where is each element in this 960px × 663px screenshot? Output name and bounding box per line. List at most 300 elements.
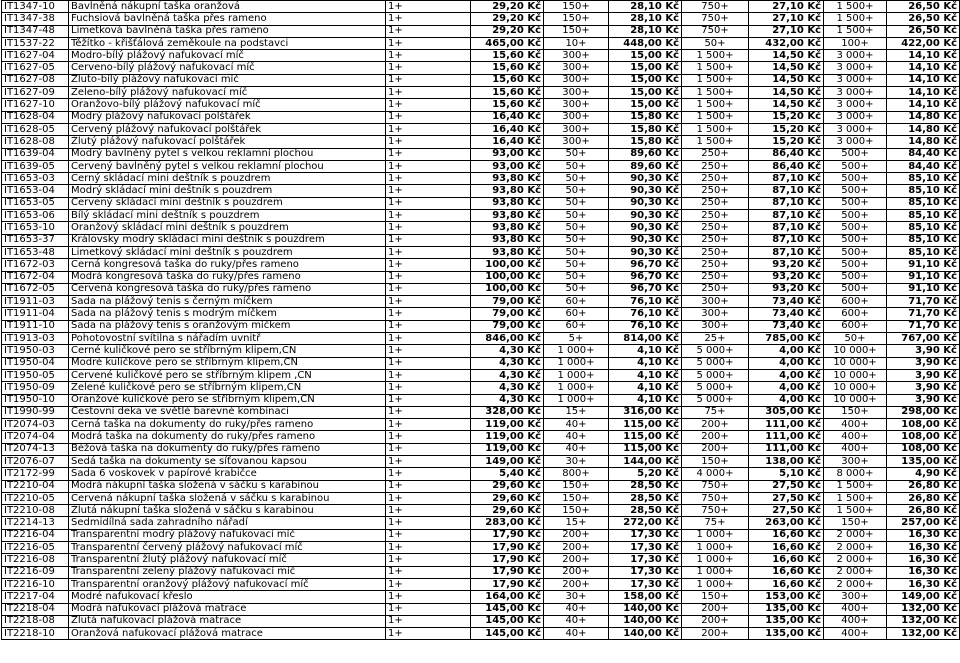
price-tier1-cell: 145,00 Kč xyxy=(471,603,544,615)
price-tier4-cell: 85,10 Kč xyxy=(887,185,960,197)
price-tier4-cell: 26,50 Kč xyxy=(887,25,960,37)
min-qty-tier3-cell: 250+ xyxy=(682,173,749,185)
price-tier3-cell: 4,00 Kč xyxy=(749,345,824,357)
price-tier2-cell: 4,10 Kč xyxy=(609,345,682,357)
price-tier2-cell: 90,30 Kč xyxy=(609,185,682,197)
min-qty-tier4-cell: 150+ xyxy=(824,517,887,529)
min-qty-tier2-cell: 5+ xyxy=(544,333,609,345)
min-qty-tier1-cell: 1+ xyxy=(386,529,471,541)
table-row xyxy=(2,603,960,615)
min-qty-tier2-cell: 40+ xyxy=(544,419,609,431)
product-name-cell: Modré nafukovací křeslo xyxy=(69,591,386,603)
product-code-cell: IT2210-08 xyxy=(2,505,69,517)
table-row xyxy=(2,615,960,627)
product-code-cell: IT1628-08 xyxy=(2,136,69,148)
product-code-cell: IT1911-03 xyxy=(2,296,69,308)
product-name-cell: Červený skládací mini deštník s pouzdrem xyxy=(69,197,386,209)
min-qty-tier3-cell: 1 500+ xyxy=(682,50,749,62)
min-qty-tier4-cell: 1 500+ xyxy=(824,505,887,517)
min-qty-tier1-cell: 1+ xyxy=(386,554,471,566)
price-tier4-cell: 16,30 Kč xyxy=(887,578,960,590)
min-qty-tier3-cell: 1 500+ xyxy=(682,111,749,123)
min-qty-tier4-cell: 3 000+ xyxy=(824,74,887,86)
price-tier4-cell: 85,10 Kč xyxy=(887,222,960,234)
min-qty-tier2-cell: 40+ xyxy=(544,628,609,640)
min-qty-tier1-cell: 1+ xyxy=(386,99,471,111)
price-tier1-cell: 4,30 Kč xyxy=(471,345,544,357)
min-qty-tier2-cell: 300+ xyxy=(544,123,609,135)
price-tier2-cell: 814,00 Kč xyxy=(609,333,682,345)
price-tier1-cell: 100,00 Kč xyxy=(471,259,544,271)
min-qty-tier3-cell: 4 000+ xyxy=(682,468,749,480)
price-tier1-cell: 79,00 Kč xyxy=(471,320,544,332)
product-code-cell: IT2074-04 xyxy=(2,431,69,443)
min-qty-tier1-cell: 1+ xyxy=(386,25,471,37)
min-qty-tier2-cell: 300+ xyxy=(544,50,609,62)
min-qty-tier3-cell: 1 000+ xyxy=(682,566,749,578)
product-name-cell: Sada na plážový tenis s modrým míčkem xyxy=(69,308,386,320)
table-row xyxy=(2,357,960,369)
table-row xyxy=(2,554,960,566)
product-name-cell: Černá kongresová taška do ruky/přes rameno xyxy=(69,259,386,271)
min-qty-tier3-cell: 1 500+ xyxy=(682,74,749,86)
price-tier1-cell: 29,20 Kč xyxy=(471,25,544,37)
product-name-cell: Limetkový skládací mini deštník s pouzdrem xyxy=(69,246,386,258)
price-tier2-cell: 4,10 Kč xyxy=(609,394,682,406)
product-code-cell: IT2217-04 xyxy=(2,591,69,603)
min-qty-tier1-cell: 1+ xyxy=(386,123,471,135)
price-tier4-cell: 132,00 Kč xyxy=(887,603,960,615)
min-qty-tier4-cell: 50+ xyxy=(824,333,887,345)
min-qty-tier3-cell: 200+ xyxy=(682,431,749,443)
min-qty-tier3-cell: 250+ xyxy=(682,271,749,283)
min-qty-tier2-cell: 300+ xyxy=(544,87,609,99)
min-qty-tier2-cell: 200+ xyxy=(544,554,609,566)
price-tier1-cell: 93,80 Kč xyxy=(471,173,544,185)
price-tier2-cell: 15,00 Kč xyxy=(609,87,682,99)
price-tier2-cell: 90,30 Kč xyxy=(609,246,682,258)
price-tier2-cell: 76,10 Kč xyxy=(609,308,682,320)
price-tier4-cell: 71,70 Kč xyxy=(887,308,960,320)
product-code-cell: IT2076-07 xyxy=(2,455,69,467)
price-tier3-cell: 135,00 Kč xyxy=(749,603,824,615)
min-qty-tier3-cell: 75+ xyxy=(682,406,749,418)
table-row xyxy=(2,234,960,246)
min-qty-tier4-cell: 2 000+ xyxy=(824,566,887,578)
price-tier1-cell: 29,20 Kč xyxy=(471,1,544,13)
product-code-cell: IT2216-09 xyxy=(2,566,69,578)
price-tier2-cell: 28,50 Kč xyxy=(609,505,682,517)
min-qty-tier2-cell: 40+ xyxy=(544,615,609,627)
min-qty-tier1-cell: 1+ xyxy=(386,394,471,406)
table-row xyxy=(2,320,960,332)
min-qty-tier4-cell: 400+ xyxy=(824,443,887,455)
price-tier4-cell: 85,10 Kč xyxy=(887,234,960,246)
min-qty-tier3-cell: 5 000+ xyxy=(682,345,749,357)
price-tier4-cell: 767,00 Kč xyxy=(887,333,960,345)
product-name-cell: Modrá nafukovací plážová matrace xyxy=(69,603,386,615)
price-tier1-cell: 29,20 Kč xyxy=(471,13,544,25)
min-qty-tier1-cell: 1+ xyxy=(386,37,471,49)
min-qty-tier1-cell: 1+ xyxy=(386,173,471,185)
table-row xyxy=(2,1,960,13)
price-tier3-cell: 111,00 Kč xyxy=(749,419,824,431)
min-qty-tier2-cell: 200+ xyxy=(544,542,609,554)
min-qty-tier2-cell: 50+ xyxy=(544,259,609,271)
price-tier3-cell: 14,50 Kč xyxy=(749,99,824,111)
price-tier1-cell: 283,00 Kč xyxy=(471,517,544,529)
product-name-cell: Červeno-bílý plážový nafukovací míč xyxy=(69,62,386,74)
min-qty-tier2-cell: 800+ xyxy=(544,468,609,480)
min-qty-tier4-cell: 10 000+ xyxy=(824,357,887,369)
price-tier3-cell: 87,10 Kč xyxy=(749,210,824,222)
product-code-cell: IT1653-10 xyxy=(2,222,69,234)
min-qty-tier2-cell: 30+ xyxy=(544,455,609,467)
min-qty-tier3-cell: 750+ xyxy=(682,25,749,37)
table-row xyxy=(2,505,960,517)
min-qty-tier1-cell: 1+ xyxy=(386,492,471,504)
min-qty-tier4-cell: 3 000+ xyxy=(824,99,887,111)
min-qty-tier4-cell: 8 000+ xyxy=(824,468,887,480)
product-code-cell: IT1347-10 xyxy=(2,1,69,13)
min-qty-tier4-cell: 300+ xyxy=(824,455,887,467)
table-row xyxy=(2,628,960,640)
product-code-cell: IT1672-05 xyxy=(2,283,69,295)
price-tier2-cell: 316,00 Kč xyxy=(609,406,682,418)
min-qty-tier2-cell: 10+ xyxy=(544,37,609,49)
min-qty-tier2-cell: 300+ xyxy=(544,99,609,111)
price-tier1-cell: 100,00 Kč xyxy=(471,283,544,295)
price-tier3-cell: 305,00 Kč xyxy=(749,406,824,418)
product-name-cell: Modrá kongresová taška do ruky/přes rameno xyxy=(69,271,386,283)
product-name-cell: Transparentní červený plážový nafukovací míč xyxy=(69,542,386,554)
min-qty-tier2-cell: 1 000+ xyxy=(544,369,609,381)
price-tier3-cell: 87,10 Kč xyxy=(749,185,824,197)
min-qty-tier3-cell: 750+ xyxy=(682,505,749,517)
price-tier4-cell: 84,40 Kč xyxy=(887,160,960,172)
min-qty-tier2-cell: 300+ xyxy=(544,136,609,148)
product-code-cell: IT1628-04 xyxy=(2,111,69,123)
min-qty-tier3-cell: 250+ xyxy=(682,210,749,222)
min-qty-tier2-cell: 50+ xyxy=(544,222,609,234)
price-tier2-cell: 90,30 Kč xyxy=(609,234,682,246)
min-qty-tier3-cell: 1 500+ xyxy=(682,99,749,111)
price-tier3-cell: 87,10 Kč xyxy=(749,173,824,185)
price-tier2-cell: 76,10 Kč xyxy=(609,320,682,332)
table-row xyxy=(2,492,960,504)
product-name-cell: Oranžové kuličkové pero se stříbrným klipem,ČN xyxy=(69,394,386,406)
min-qty-tier2-cell: 300+ xyxy=(544,62,609,74)
price-tier3-cell: 93,20 Kč xyxy=(749,271,824,283)
price-tier1-cell: 328,00 Kč xyxy=(471,406,544,418)
product-code-cell: IT2074-03 xyxy=(2,419,69,431)
min-qty-tier3-cell: 750+ xyxy=(682,480,749,492)
table-row xyxy=(2,173,960,185)
price-tier3-cell: 16,60 Kč xyxy=(749,554,824,566)
min-qty-tier4-cell: 600+ xyxy=(824,296,887,308)
price-tier4-cell: 85,10 Kč xyxy=(887,197,960,209)
price-tier1-cell: 4,30 Kč xyxy=(471,394,544,406)
price-tier2-cell: 28,50 Kč xyxy=(609,480,682,492)
min-qty-tier2-cell: 40+ xyxy=(544,443,609,455)
table-row xyxy=(2,517,960,529)
table-row xyxy=(2,345,960,357)
min-qty-tier3-cell: 250+ xyxy=(682,234,749,246)
product-code-cell: IT1672-03 xyxy=(2,259,69,271)
min-qty-tier1-cell: 1+ xyxy=(386,222,471,234)
product-code-cell: IT2216-04 xyxy=(2,529,69,541)
min-qty-tier1-cell: 1+ xyxy=(386,603,471,615)
min-qty-tier1-cell: 1+ xyxy=(386,517,471,529)
price-tier2-cell: 96,70 Kč xyxy=(609,259,682,271)
price-tier2-cell: 448,00 Kč xyxy=(609,37,682,49)
table-row xyxy=(2,62,960,74)
table-row xyxy=(2,123,960,135)
product-code-cell: IT2218-08 xyxy=(2,615,69,627)
min-qty-tier1-cell: 1+ xyxy=(386,345,471,357)
product-code-cell: IT1347-38 xyxy=(2,13,69,25)
min-qty-tier2-cell: 50+ xyxy=(544,283,609,295)
min-qty-tier3-cell: 250+ xyxy=(682,185,749,197)
min-qty-tier3-cell: 250+ xyxy=(682,259,749,271)
price-tier1-cell: 29,60 Kč xyxy=(471,480,544,492)
product-code-cell: IT1911-04 xyxy=(2,308,69,320)
price-tier4-cell: 298,00 Kč xyxy=(887,406,960,418)
min-qty-tier4-cell: 100+ xyxy=(824,37,887,49)
product-name-cell: Cestovní deka ve světlé barevné kombinaci xyxy=(69,406,386,418)
price-tier4-cell: 257,00 Kč xyxy=(887,517,960,529)
min-qty-tier4-cell: 400+ xyxy=(824,615,887,627)
min-qty-tier4-cell: 2 000+ xyxy=(824,529,887,541)
price-tier2-cell: 90,30 Kč xyxy=(609,173,682,185)
min-qty-tier2-cell: 50+ xyxy=(544,185,609,197)
product-code-cell: IT1628-05 xyxy=(2,123,69,135)
min-qty-tier2-cell: 60+ xyxy=(544,320,609,332)
min-qty-tier1-cell: 1+ xyxy=(386,468,471,480)
min-qty-tier2-cell: 200+ xyxy=(544,566,609,578)
product-code-cell: IT1653-48 xyxy=(2,246,69,258)
product-name-cell: Modrá taška na dokumenty do ruky/přes rameno xyxy=(69,431,386,443)
product-code-cell: IT1653-03 xyxy=(2,173,69,185)
product-name-cell: Oranžovo-bílý plážový nafukovací míč xyxy=(69,99,386,111)
price-tier1-cell: 29,60 Kč xyxy=(471,505,544,517)
product-name-cell: Červená nákupní taška složená v sáčku s karabinou xyxy=(69,492,386,504)
product-name-cell: Modrý bavlněný pytel s velkou reklamní plochou xyxy=(69,148,386,160)
min-qty-tier2-cell: 50+ xyxy=(544,148,609,160)
product-name-cell: Fuchsiová bavlněná taška přes rameno xyxy=(69,13,386,25)
price-tier4-cell: 16,30 Kč xyxy=(887,529,960,541)
min-qty-tier3-cell: 300+ xyxy=(682,308,749,320)
min-qty-tier1-cell: 1+ xyxy=(386,480,471,492)
price-tier2-cell: 76,10 Kč xyxy=(609,296,682,308)
price-tier4-cell: 14,10 Kč xyxy=(887,74,960,86)
min-qty-tier4-cell: 400+ xyxy=(824,628,887,640)
min-qty-tier4-cell: 10 000+ xyxy=(824,394,887,406)
min-qty-tier4-cell: 500+ xyxy=(824,222,887,234)
price-tier3-cell: 16,60 Kč xyxy=(749,578,824,590)
price-tier1-cell: 17,90 Kč xyxy=(471,566,544,578)
price-tier2-cell: 140,00 Kč xyxy=(609,603,682,615)
product-name-cell: Modré kuličkové pero se stříbrným klipem,ČN xyxy=(69,357,386,369)
min-qty-tier4-cell: 10 000+ xyxy=(824,382,887,394)
price-tier4-cell: 14,80 Kč xyxy=(887,111,960,123)
min-qty-tier4-cell: 500+ xyxy=(824,173,887,185)
table-row xyxy=(2,296,960,308)
product-name-cell: Žluto-bílý plážový nafukovací míč xyxy=(69,74,386,86)
price-tier3-cell: 87,10 Kč xyxy=(749,246,824,258)
min-qty-tier4-cell: 3 000+ xyxy=(824,50,887,62)
min-qty-tier1-cell: 1+ xyxy=(386,296,471,308)
price-tier4-cell: 149,00 Kč xyxy=(887,591,960,603)
price-tier4-cell: 3,90 Kč xyxy=(887,369,960,381)
price-tier1-cell: 15,60 Kč xyxy=(471,50,544,62)
table-row xyxy=(2,443,960,455)
table-row xyxy=(2,160,960,172)
price-tier4-cell: 3,90 Kč xyxy=(887,357,960,369)
min-qty-tier4-cell: 1 500+ xyxy=(824,25,887,37)
price-tier2-cell: 5,20 Kč xyxy=(609,468,682,480)
price-tier3-cell: 14,50 Kč xyxy=(749,87,824,99)
product-code-cell: IT2216-08 xyxy=(2,554,69,566)
table-row xyxy=(2,431,960,443)
price-tier3-cell: 87,10 Kč xyxy=(749,197,824,209)
min-qty-tier4-cell: 2 000+ xyxy=(824,554,887,566)
min-qty-tier1-cell: 1+ xyxy=(386,234,471,246)
product-code-cell: IT2214-13 xyxy=(2,517,69,529)
table-row xyxy=(2,455,960,467)
min-qty-tier4-cell: 1 500+ xyxy=(824,492,887,504)
min-qty-tier2-cell: 60+ xyxy=(544,296,609,308)
min-qty-tier2-cell: 150+ xyxy=(544,1,609,13)
min-qty-tier3-cell: 150+ xyxy=(682,591,749,603)
min-qty-tier2-cell: 1 000+ xyxy=(544,394,609,406)
min-qty-tier2-cell: 300+ xyxy=(544,74,609,86)
price-tier1-cell: 15,60 Kč xyxy=(471,99,544,111)
min-qty-tier1-cell: 1+ xyxy=(386,160,471,172)
price-tier3-cell: 73,40 Kč xyxy=(749,320,824,332)
min-qty-tier1-cell: 1+ xyxy=(386,443,471,455)
min-qty-tier1-cell: 1+ xyxy=(386,185,471,197)
min-qty-tier4-cell: 500+ xyxy=(824,185,887,197)
min-qty-tier2-cell: 15+ xyxy=(544,517,609,529)
min-qty-tier1-cell: 1+ xyxy=(386,542,471,554)
product-code-cell: IT1347-48 xyxy=(2,25,69,37)
price-tier4-cell: 85,10 Kč xyxy=(887,173,960,185)
min-qty-tier3-cell: 5 000+ xyxy=(682,394,749,406)
min-qty-tier3-cell: 300+ xyxy=(682,320,749,332)
table-row xyxy=(2,37,960,49)
product-code-cell: IT1627-09 xyxy=(2,87,69,99)
product-name-cell: Červený bavlněný pytel s velkou reklamní plochou xyxy=(69,160,386,172)
price-tier3-cell: 87,10 Kč xyxy=(749,234,824,246)
price-tier1-cell: 100,00 Kč xyxy=(471,271,544,283)
min-qty-tier2-cell: 200+ xyxy=(544,529,609,541)
min-qty-tier4-cell: 1 500+ xyxy=(824,13,887,25)
price-tier4-cell: 135,00 Kč xyxy=(887,455,960,467)
product-name-cell: Královsky modrý skládací mini deštník s pouzdrem xyxy=(69,234,386,246)
product-code-cell: IT1639-05 xyxy=(2,160,69,172)
product-code-cell: IT1913-03 xyxy=(2,333,69,345)
price-list-body xyxy=(2,1,960,640)
min-qty-tier4-cell: 3 000+ xyxy=(824,123,887,135)
price-tier2-cell: 28,10 Kč xyxy=(609,25,682,37)
min-qty-tier1-cell: 1+ xyxy=(386,628,471,640)
table-row xyxy=(2,259,960,271)
min-qty-tier3-cell: 1 000+ xyxy=(682,554,749,566)
min-qty-tier2-cell: 150+ xyxy=(544,25,609,37)
min-qty-tier2-cell: 30+ xyxy=(544,591,609,603)
price-tier3-cell: 4,00 Kč xyxy=(749,394,824,406)
price-tier2-cell: 17,30 Kč xyxy=(609,578,682,590)
price-tier2-cell: 15,00 Kč xyxy=(609,99,682,111)
price-tier3-cell: 16,60 Kč xyxy=(749,542,824,554)
price-tier3-cell: 73,40 Kč xyxy=(749,296,824,308)
price-tier2-cell: 28,10 Kč xyxy=(609,1,682,13)
price-tier3-cell: 263,00 Kč xyxy=(749,517,824,529)
price-tier3-cell: 27,50 Kč xyxy=(749,492,824,504)
price-tier3-cell: 785,00 Kč xyxy=(749,333,824,345)
price-tier2-cell: 90,30 Kč xyxy=(609,210,682,222)
price-tier4-cell: 132,00 Kč xyxy=(887,628,960,640)
min-qty-tier3-cell: 5 000+ xyxy=(682,357,749,369)
min-qty-tier3-cell: 75+ xyxy=(682,517,749,529)
min-qty-tier1-cell: 1+ xyxy=(386,148,471,160)
min-qty-tier4-cell: 10 000+ xyxy=(824,369,887,381)
product-code-cell: IT1653-04 xyxy=(2,185,69,197)
min-qty-tier3-cell: 150+ xyxy=(682,455,749,467)
price-tier1-cell: 29,60 Kč xyxy=(471,492,544,504)
min-qty-tier3-cell: 750+ xyxy=(682,492,749,504)
price-tier4-cell: 26,50 Kč xyxy=(887,13,960,25)
price-tier1-cell: 5,40 Kč xyxy=(471,468,544,480)
product-name-cell: Černá taška na dokumenty do ruky/přes rameno xyxy=(69,419,386,431)
product-code-cell: IT2218-04 xyxy=(2,603,69,615)
min-qty-tier4-cell: 2 000+ xyxy=(824,542,887,554)
price-tier1-cell: 93,00 Kč xyxy=(471,148,544,160)
table-row xyxy=(2,529,960,541)
product-code-cell: IT1653-06 xyxy=(2,210,69,222)
price-tier3-cell: 73,40 Kč xyxy=(749,308,824,320)
min-qty-tier4-cell: 500+ xyxy=(824,160,887,172)
table-row xyxy=(2,50,960,62)
min-qty-tier3-cell: 200+ xyxy=(682,628,749,640)
product-name-cell: Transparentní modrý plážový nafukovací míč xyxy=(69,529,386,541)
product-name-cell: Žlutý plážový nafukovací polštářek xyxy=(69,136,386,148)
min-qty-tier4-cell: 3 000+ xyxy=(824,111,887,123)
price-tier1-cell: 119,00 Kč xyxy=(471,419,544,431)
min-qty-tier1-cell: 1+ xyxy=(386,455,471,467)
price-tier1-cell: 119,00 Kč xyxy=(471,431,544,443)
product-code-cell: IT1990-99 xyxy=(2,406,69,418)
price-tier3-cell: 4,00 Kč xyxy=(749,357,824,369)
price-tier4-cell: 26,50 Kč xyxy=(887,1,960,13)
min-qty-tier1-cell: 1+ xyxy=(386,431,471,443)
min-qty-tier3-cell: 200+ xyxy=(682,603,749,615)
min-qty-tier1-cell: 1+ xyxy=(386,419,471,431)
product-name-cell: Černé kuličkové pero se stříbrným klipem,ČN xyxy=(69,345,386,357)
price-tier1-cell: 17,90 Kč xyxy=(471,578,544,590)
table-row xyxy=(2,197,960,209)
price-tier4-cell: 14,10 Kč xyxy=(887,50,960,62)
price-tier4-cell: 16,30 Kč xyxy=(887,554,960,566)
product-code-cell: IT1627-05 xyxy=(2,62,69,74)
min-qty-tier1-cell: 1+ xyxy=(386,406,471,418)
min-qty-tier2-cell: 50+ xyxy=(544,234,609,246)
min-qty-tier4-cell: 3 000+ xyxy=(824,62,887,74)
product-code-cell: IT1950-09 xyxy=(2,382,69,394)
price-tier1-cell: 17,90 Kč xyxy=(471,529,544,541)
table-row xyxy=(2,394,960,406)
